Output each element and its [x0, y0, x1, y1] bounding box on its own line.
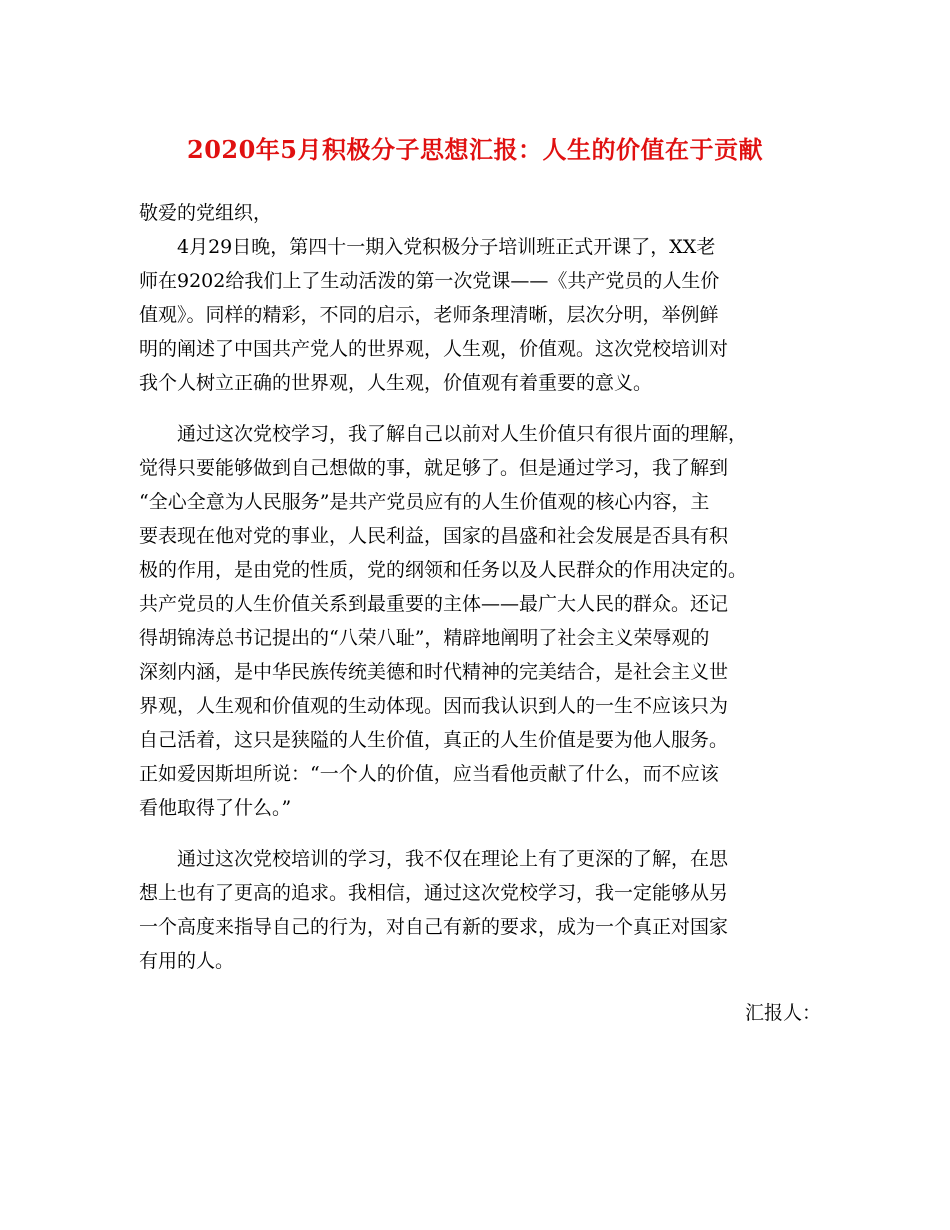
salutation: 敬爱的党组织，	[139, 202, 273, 224]
body-line: 正如爱因斯坦所说：“一个人的价值，应当看他贡献了什么，而不应该	[139, 763, 719, 785]
body-line: 值观》。同样的精彩，不同的启示，老师条理清晰，层次分明，举例鲜	[139, 304, 719, 326]
body-line: 觉得只要能够做到自己想做的事，就足够了。但是通过学习，我了解到	[139, 457, 729, 479]
body-line: 我个人树立正确的世界观，人生观，价值观有着重要的意义。	[139, 372, 653, 394]
body-line: 有用的人。	[139, 950, 235, 972]
body-line: 界观，人生观和价值观的生动体现。因而我认识到人的一生不应该只为	[139, 695, 729, 717]
body-line: “全心全意为人民服务”是共产党员应有的人生价值观的核心内容，主	[139, 491, 710, 513]
body-line: 想上也有了更高的追求。我相信，通过这次党校学习，我一定能够从另	[139, 882, 729, 904]
body-line: 师在9202给我们上了生动活泼的第一次党课——《共产党员的人生价	[139, 270, 720, 292]
body-line: 明的阐述了中国共产党人的世界观，人生观，价值观。这次党校培训对	[139, 338, 729, 360]
signature-label: 汇报人：	[744, 1002, 821, 1024]
body-line: 看他取得了什么。”	[139, 797, 292, 819]
document-title: 2020年5月积极分子思想汇报：人生的价值在于贡献	[187, 135, 763, 164]
body-line: 极的作用，是由党的性质，党的纲领和任务以及人民群众的作用决定的。	[139, 559, 748, 581]
body-line: 4月29日晚，第四十一期入党积极分子培训班正式开课了，XX老	[139, 236, 716, 258]
body-line: 自己活着，这只是狭隘的人生价值，真正的人生价值是要为他人服务。	[139, 729, 729, 751]
body-line: 深刻内涵，是中华民族传统美德和时代精神的完美结合，是社会主义世	[139, 661, 729, 683]
body-line: 共产党员的人生价值关系到最重要的主体——最广大人民的群众。还记	[139, 593, 729, 615]
body-line: 通过这次党校培训的学习，我不仅在理论上有了更深的了解，在思	[139, 848, 729, 870]
body-line: 一个高度来指导自己的行为，对自己有新的要求，成为一个真正对国家	[139, 916, 729, 938]
body-line: 要表现在他对党的事业，人民利益，国家的昌盛和社会发展是否具有积	[139, 525, 729, 547]
body-line: 通过这次党校学习，我了解自己以前对人生价值只有很片面的理解，	[139, 423, 748, 445]
body-line: 得胡锦涛总书记提出的“八荣八耻”，精辟地阐明了社会主义荣辱观的	[139, 627, 710, 649]
